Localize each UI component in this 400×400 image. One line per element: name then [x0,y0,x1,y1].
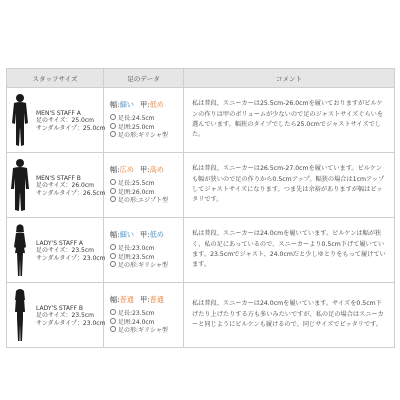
instep-value: 低め [149,100,164,110]
width-instep-line [110,230,183,240]
staff-name: MEN'S STAFF A [36,110,81,117]
table-row [7,88,395,153]
width-instep-line [110,295,183,305]
width-label: 幅: [110,165,120,175]
foot-length: 足長:25.5cm [118,180,155,188]
instep-label: 甲: [140,295,150,305]
table-row [7,218,395,283]
staff-name: LADY'S STAFF B [36,305,83,312]
comment-cell: 私は普段、スニーカーは24.0cmを履いています。ビルケンは幅が狭く、私の足にあっているので、スニーカーより0.5cm下げて履いています。23.5cmでジャスト、24.0cmだと少しゆとりをもって履けています。 [184,218,395,283]
foot-length: 足長:24.5cm [118,115,155,123]
bullet-icon [110,114,116,120]
sandal-type-size: サンダルタイプ：26.5cm [36,189,106,197]
foot-girth: 足囲:26.0cm [118,188,155,196]
woman-silhouette-icon [9,288,31,343]
instep-value: 高め [149,165,164,175]
table-row [7,153,395,218]
header-comment: コメント [184,69,395,88]
width-instep-line [110,165,183,175]
staff-cell [7,88,104,153]
foot-girth: 足囲:24.0cm [118,318,155,326]
sandal-type-size: サンダルタイプ：23.0cm [36,319,106,327]
width-value: 細い [119,100,134,110]
comment-cell: 私は普段、スニーカーは26.5cm-27.0cmを履いています。ビルケンも幅が狭いので足の作りから0.5cmアップ。幅狭の場合は1cmアップしてジャストサイズになります。つま先は余裕がありますが幅はピッタリです。 [184,153,395,218]
bullet-icon [110,261,116,267]
staff-name: MEN'S STAFF B [36,175,81,182]
width-value: 普通 [119,295,134,305]
foot-data-cell [104,283,184,348]
foot-shape: 足の形:ギリシャ型 [118,327,168,335]
foot-size: 足のサイズ：23.5cm [36,247,95,255]
foot-data-cell [104,153,184,218]
bullet-icon [110,253,116,259]
foot-girth: 足囲:25.0cm [118,123,155,131]
width-value: 細い [119,230,134,240]
foot-girth: 足囲:23.5cm [118,253,155,261]
foot-shape: 足の形:ギリシャ型 [118,262,168,270]
sandal-type-size: サンダルタイプ：23.0cm [36,254,106,262]
foot-length: 足長:23.0cm [118,245,155,253]
instep-label: 甲: [140,100,150,110]
foot-data-cell [104,218,184,283]
sandal-type-size: サンダルタイプ：25.0cm [36,124,106,132]
staff-cell [7,153,104,218]
bullet-icon [110,123,116,129]
bullet-icon [110,188,116,194]
bullet-icon [110,309,116,315]
bullet-icon [110,131,116,137]
table-row [7,283,395,348]
foot-size: 足のサイズ：26.0cm [36,182,95,190]
instep-label: 甲: [140,230,150,240]
table-header-row [7,69,395,88]
width-label: 幅: [110,100,120,110]
instep-value: 低め [149,230,164,240]
header-staff-size: スタッフサイズ [7,69,104,88]
width-label: 幅: [110,295,120,305]
instep-value: 普通 [149,295,164,305]
width-instep-line [110,100,183,110]
man-silhouette-icon [9,93,31,148]
header-foot-data: 足のデータ [104,69,184,88]
width-value: 広め [119,165,134,175]
width-label: 幅: [110,230,120,240]
foot-size: 足のサイズ：25.0cm [36,117,95,125]
staff-name: LADY'S STAFF A [36,240,83,247]
man-silhouette-icon [9,158,31,213]
bullet-icon [110,179,116,185]
foot-length: 足長:23.5cm [118,310,155,318]
staff-cell [7,283,104,348]
comment-cell: 私は普段、スニーカーは25.5cm-26.0cmを履いておりますがビルケンの作りは甲のボリュームが少ないので足のジャストサイズぐらいを選んでいます。幅狭のタイプでしたら25.0cmでジャストサイズでした。 [184,88,395,153]
woman-silhouette-icon [9,223,31,278]
instep-label: 甲: [140,165,150,175]
foot-data-cell [104,88,184,153]
staff-cell [7,218,104,283]
foot-shape: 足の形:エジプト型 [118,197,169,205]
comment-cell: 私は普段、スニーカーは24.0cmを履いています。サイズを0.5cm下げたり上げたりする方も多いみたいですが、私の足の場合はスニーカーと同じようにビルケンも履けるので、同じサイズでピッタリです。 [184,283,395,348]
bullet-icon [110,196,116,202]
staff-size-table [6,68,395,348]
bullet-icon [110,244,116,250]
bullet-icon [110,318,116,324]
foot-size: 足のサイズ：23.5cm [36,312,95,320]
bullet-icon [110,326,116,332]
foot-shape: 足の形:ギリシャ型 [118,132,168,140]
